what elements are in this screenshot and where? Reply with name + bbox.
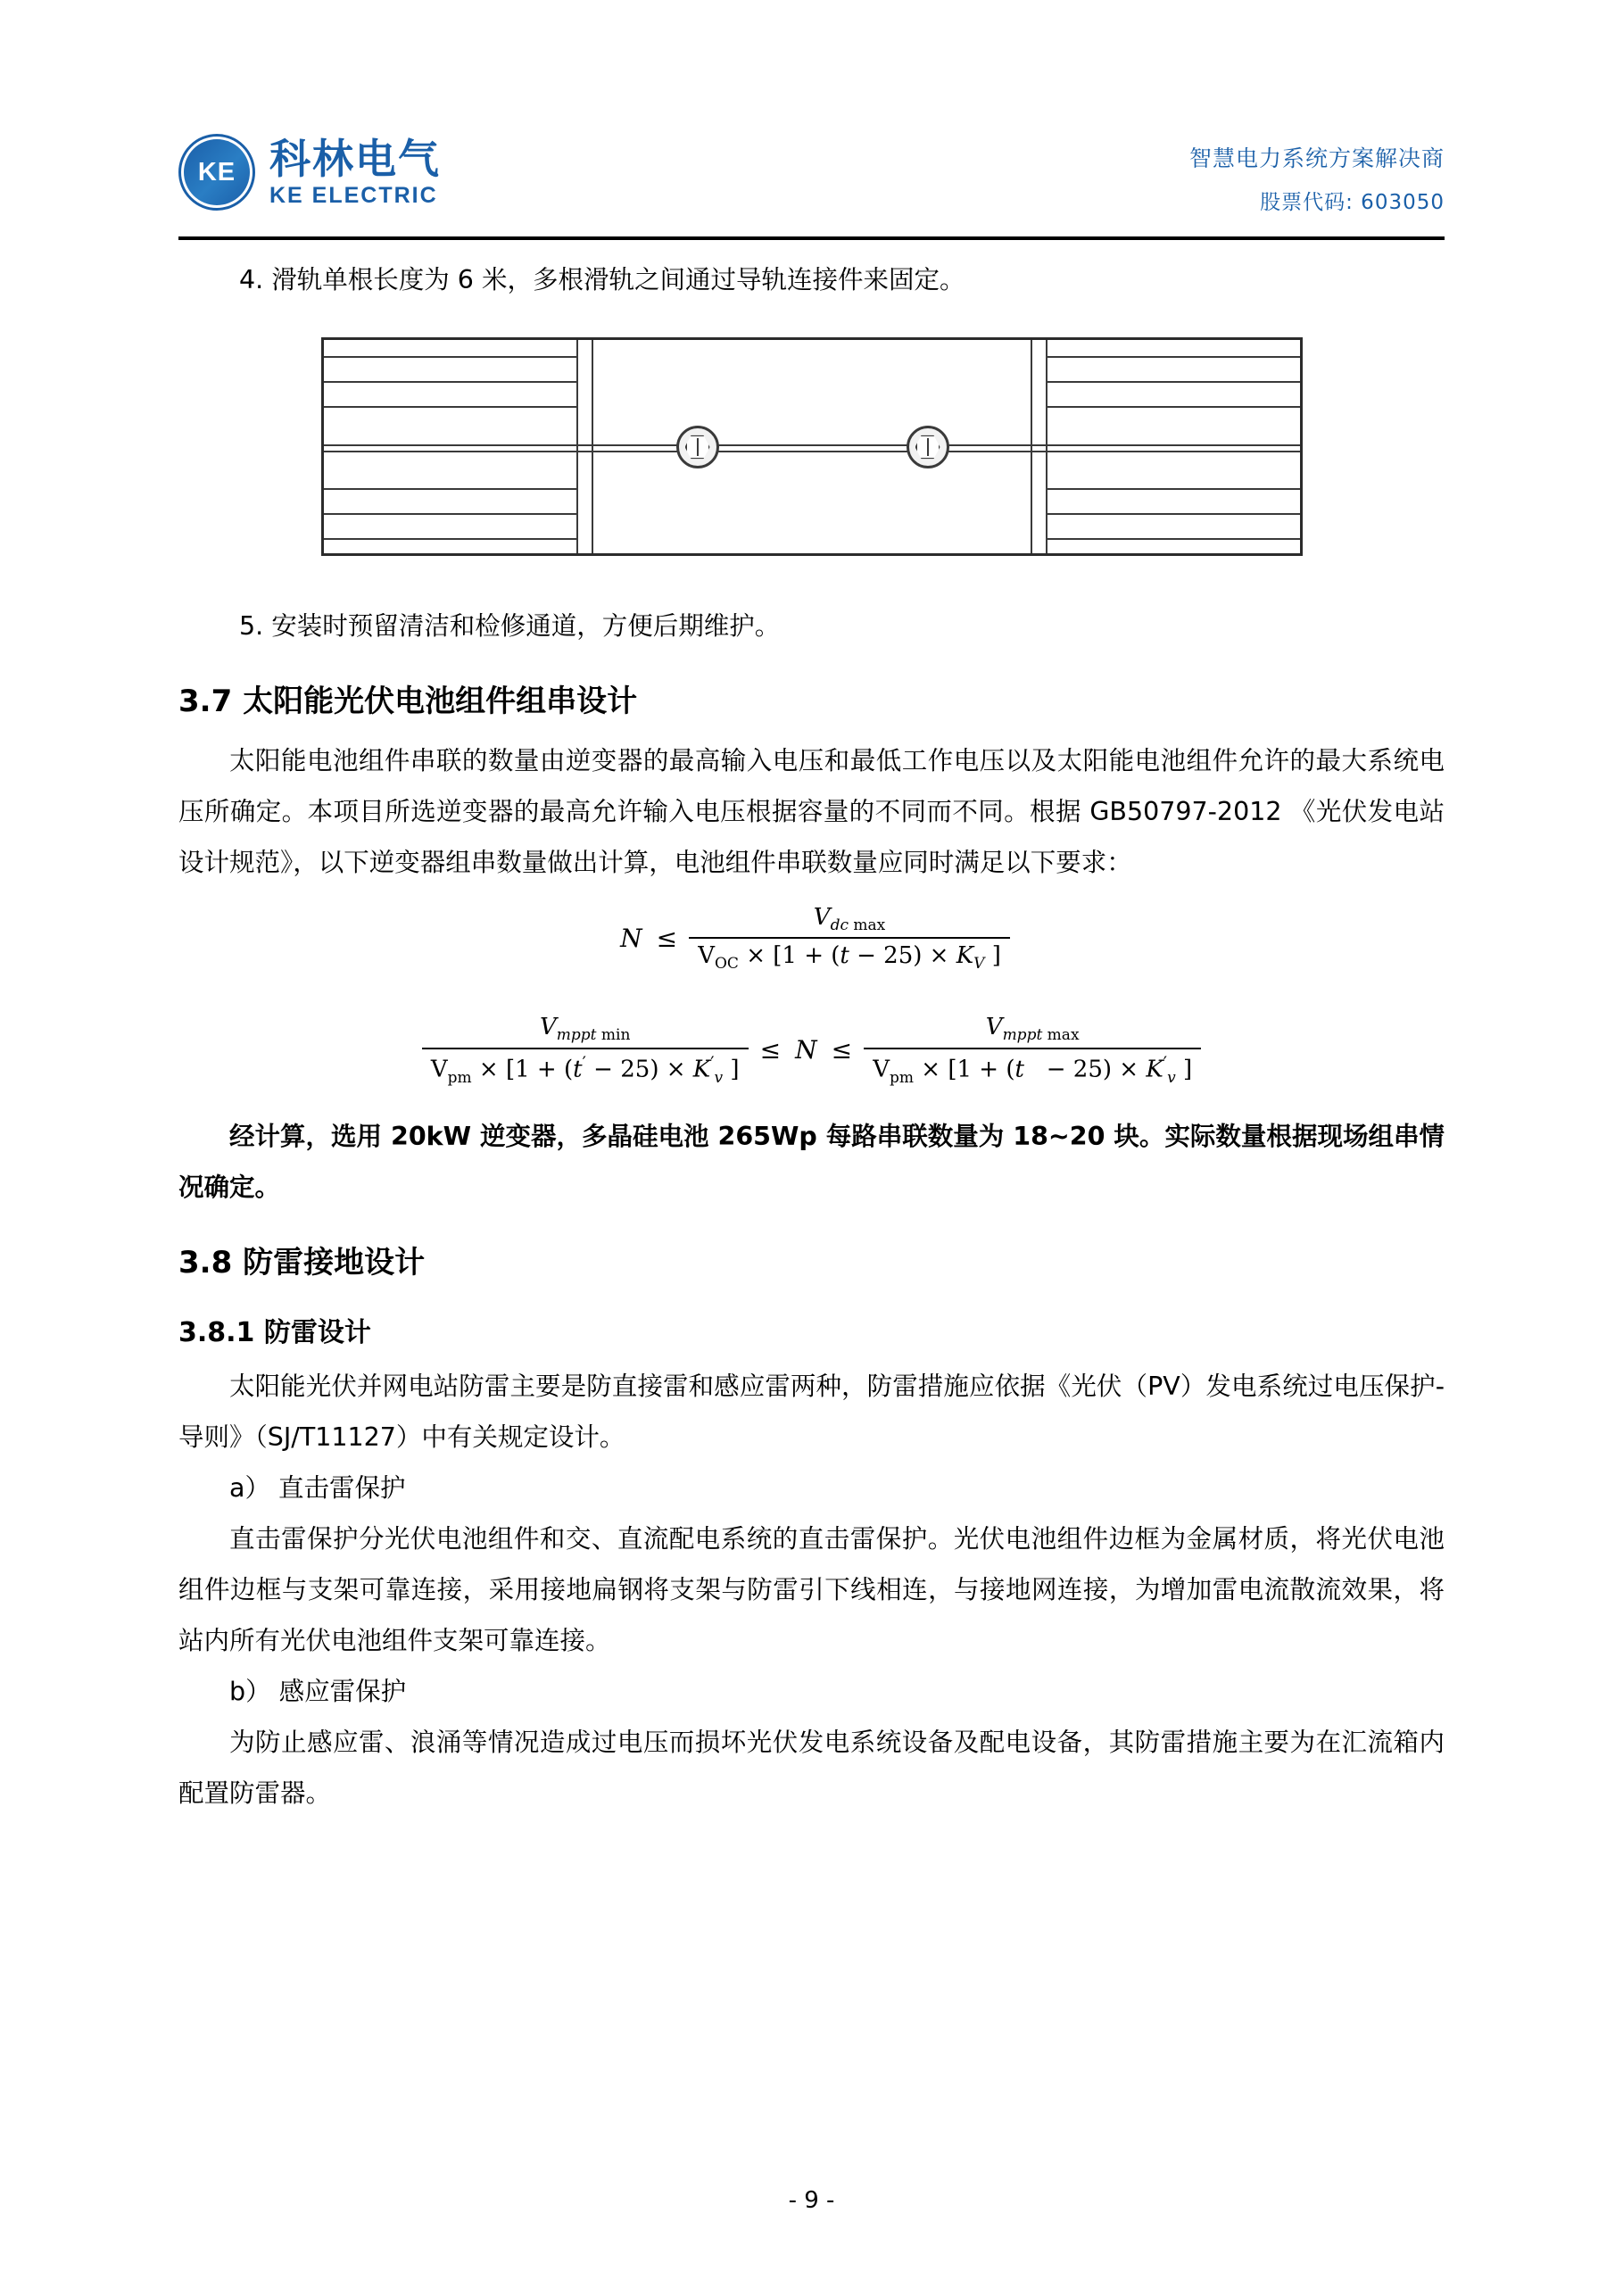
paragraph-calc-result: 经计算，选用 20kW 逆变器，多晶硅电池 265Wp 每路串联数量为 18~20 块。实际数量根据现场组串情况确定。 <box>178 1122 1445 1203</box>
paragraph-3-8-1: 太阳能光伏并网电站防雷主要是防直接雷和感应雷两种，防雷措施应依据《光伏（PV）发电系统过电压保护-导则》（SJ/T11127）中有关规定设计。 <box>178 1372 1445 1453</box>
list-item-a-body: 直击雷保护分光伏电池组件和交、直流配电系统的直击雷保护。光伏电池组件边框为金属材质，将光伏电池组件边框与支架可靠连接，采用接地扁钢将支架与防雷引下线相连，与接地网连接，为增加雷电流散流效果，将站内所有光伏电池组件支架可靠连接。 <box>178 1524 1445 1656</box>
logo-badge-icon <box>178 134 255 211</box>
list-item-a-title: a） 直击雷保护 <box>229 1473 406 1504</box>
heading-3-7: 3.7 太阳能光伏电池组件组串设计 <box>178 684 638 719</box>
figure-line <box>578 451 1046 452</box>
heading-3-8-1: 3.8.1 防雷设计 <box>178 1317 371 1349</box>
list-item-b-title: b） 感应雷保护 <box>229 1677 407 1707</box>
figure-center-plate <box>578 340 1046 553</box>
logo-text-block <box>269 134 441 208</box>
page-content <box>178 254 1445 1819</box>
logo-mark-text: KE <box>184 139 250 205</box>
page-header <box>178 134 1445 232</box>
header-tagline-block <box>1189 141 1445 215</box>
formula-fraction: $\frac{V_{dc max}}{V_{OC} \times [1 + (t - 25) \times K_V ]}$ <box>689 904 1010 973</box>
figure-divider <box>1046 340 1047 553</box>
rail-connector-figure <box>321 337 1303 556</box>
logo-company-name-en: KE ELECTRIC <box>269 182 438 208</box>
formula-string-count-range: $\frac{V_{mppt min}}{V_{pm} \times [1 + (t' - 25) \times K'_v ]}$ ≤ N ≤ $\frac{V_{mppt max}}{V_{pm} \times [1 + (t - 25) \times K'_v ]}$ <box>178 1014 1445 1086</box>
company-logo <box>178 134 441 211</box>
screw-icon <box>907 426 949 468</box>
logo-company-name-cn: 科林电气 <box>269 134 441 183</box>
screw-icon <box>676 426 719 468</box>
formula-fraction-right: $\frac{V_{mppt max}}{V_{pm} \times [1 + (t - 25) \times K'_v ]}$ <box>864 1014 1201 1086</box>
figure-divider <box>592 340 593 553</box>
header-tagline: 智慧电力系统方案解决商 <box>1188 145 1445 171</box>
list-item-b-body: 为防止感应雷、浪涌等情况造成过电压而损坏光伏发电系统设备及配电设备，其防雷措施主要为在汇流箱内配置防雷器。 <box>178 1728 1445 1809</box>
formula-string-count-max: N ≤ $\frac{V_{dc max}}{V_{OC} \times [1 + (t - 25) \times K_V ]}$ <box>178 904 1445 973</box>
figure-divider <box>1031 340 1032 553</box>
page-number: - 9 - <box>788 2187 835 2214</box>
figure-line <box>578 444 1046 446</box>
formula-fraction-left: $\frac{V_{mppt min}}{V_{pm} \times [1 + (t' - 25) \times K'_v ]}$ <box>422 1014 749 1086</box>
list-item-5: 5. 安装时预留清洁和检修通道，方便后期维护。 <box>239 611 781 641</box>
list-item-4: 4. 滑轨单根长度为 6 米，多根滑轨之间通过导轨连接件来固定。 <box>239 265 965 294</box>
figure-divider <box>576 340 578 553</box>
heading-3-8: 3.8 防雷接地设计 <box>178 1245 426 1281</box>
paragraph-3-7: 太阳能电池组件串联的数量由逆变器的最高输入电压和最低工作电压以及太阳能电池组件允许的最大系统电压所确定。本项目所选逆变器的最高允许输入电压根据容量的不同而不同。根据 GB50797-2012 《光伏发电站设计规范》，以下逆变器组串数量做出计算，电池组件串联数量应同时满足以下要求： <box>178 746 1445 877</box>
header-divider <box>178 236 1445 240</box>
header-stock-code: 股票代码: 603050 <box>1260 191 1445 214</box>
